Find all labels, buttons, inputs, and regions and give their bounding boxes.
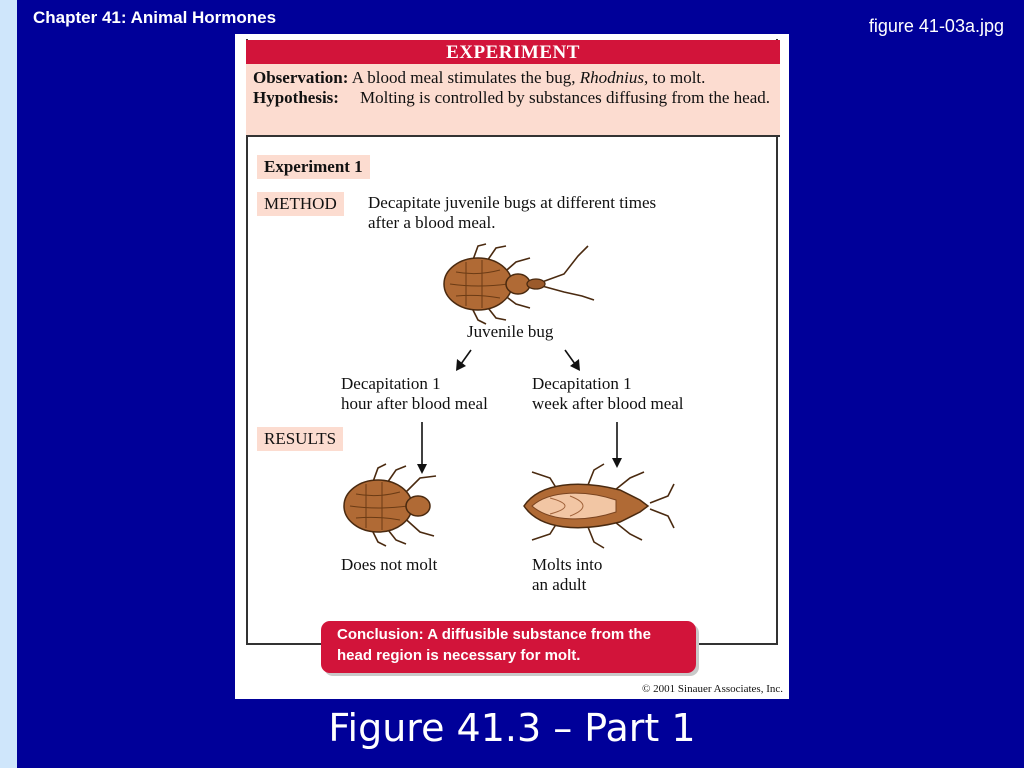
right-branch-line-1: Decapitation 1 [532, 374, 632, 393]
experiment-header: EXPERIMENT [246, 40, 780, 64]
observation-label: Observation: [253, 68, 349, 87]
figure-panel [235, 34, 789, 699]
right-branch-line-2: week after blood meal [532, 394, 684, 413]
hypothesis-label: Hypothesis: [253, 88, 339, 107]
left-edge-strip [0, 0, 17, 768]
right-result-line-1: Molts into [532, 555, 603, 574]
left-branch-line-1: Decapitation 1 [341, 374, 441, 393]
conclusion-line-2: head region is necessary for molt. [337, 647, 581, 664]
conclusion-box [321, 621, 696, 673]
observation-species: Rhodnius [579, 68, 644, 87]
observation-text: A blood meal stimulates the bug, [351, 68, 576, 87]
results-label: RESULTS [257, 427, 343, 451]
juvenile-bug-label: Juvenile bug [467, 322, 554, 341]
file-name: figure 41-03a.jpg [868, 16, 1004, 36]
method-text: Decapitate juvenile bugs at different times after a blood meal. [368, 193, 657, 232]
copyright-text: © 2001 Sinauer Associates, Inc. [642, 683, 783, 695]
juvenile-bug-icon [444, 244, 594, 324]
adult-bug-icon [524, 464, 674, 548]
method-label: METHOD [257, 192, 344, 216]
left-branch-line-2: hour after blood meal [341, 394, 488, 413]
conclusion-line-1: Conclusion: A diffusible substance from the [337, 626, 651, 643]
decapitated-bug-icon [344, 464, 436, 546]
figure-caption: Figure 41.3 – Part 1 [328, 706, 696, 750]
hypothesis-text: Molting is controlled by substances diffusing from the head. [360, 88, 770, 107]
diagram-graphics [235, 34, 789, 699]
left-result-text: Does not molt [341, 555, 438, 574]
experiment-1-label: Experiment 1 [257, 155, 370, 179]
observation-text-end: , to molt. [644, 68, 706, 87]
chapter-title: Chapter 41: Animal Hormones [33, 8, 277, 27]
right-result-line-2: an adult [532, 575, 587, 594]
